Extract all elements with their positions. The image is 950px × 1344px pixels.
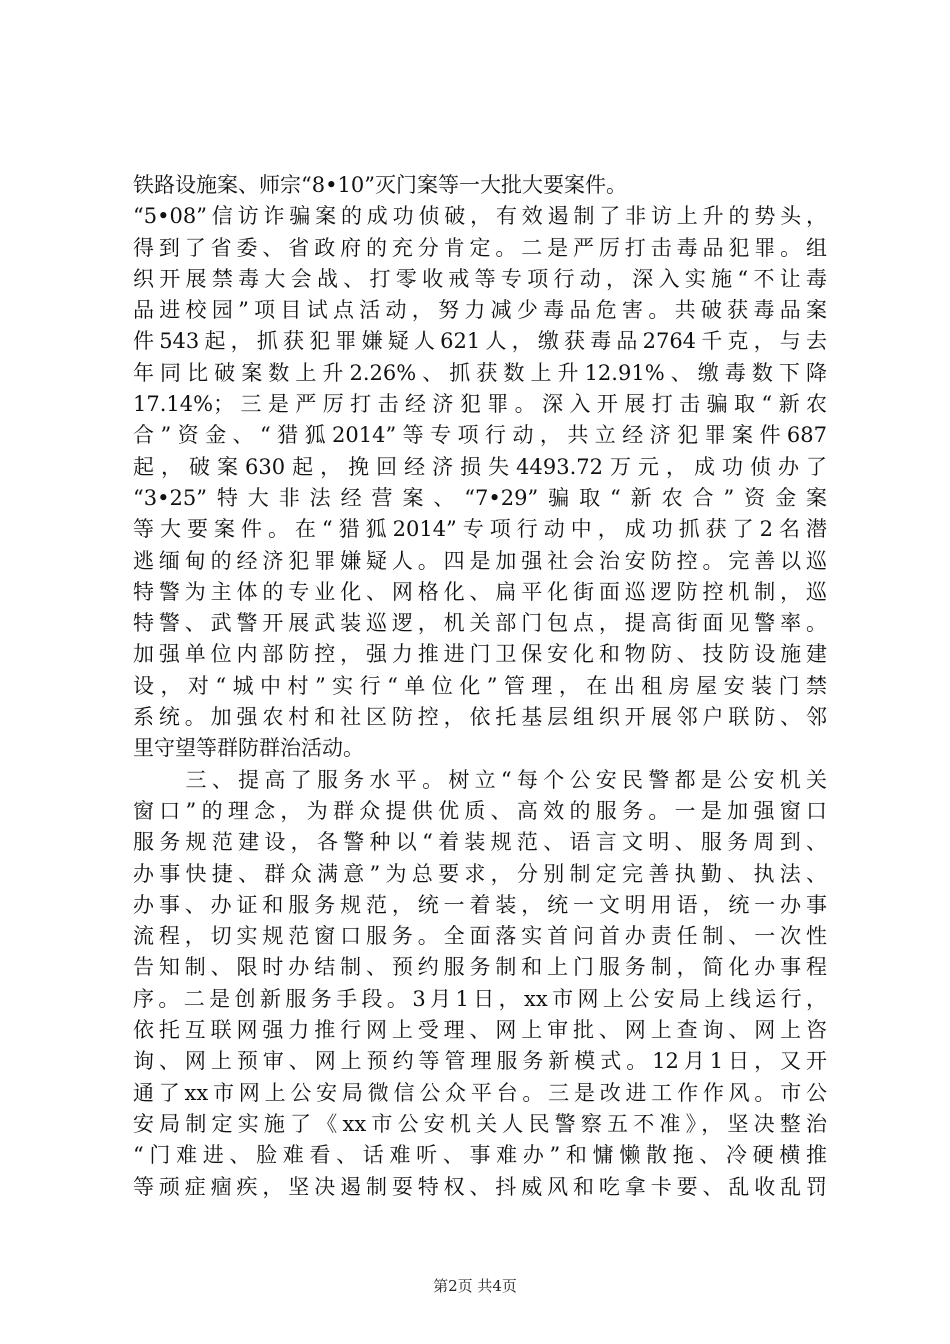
text-line: 特警、武警开展武装巡逻，机关部门包点，提高街面见警率。 bbox=[133, 611, 827, 636]
text-line: 序。二是创新服务手段。3月1日，xx市网上公安局上线运行， bbox=[133, 986, 827, 1011]
text-line: 三、提高了服务水平。树立“每个公安民警都是公安机关 bbox=[133, 767, 827, 792]
text-line: 等大要案件。在“猎狐2014”专项行动中，成功抓获了2名潜 bbox=[133, 517, 827, 542]
text-line: 服务规范建设，各警种以“着装规范、语言文明、服务周到、 bbox=[133, 830, 827, 855]
text-line: 窗口”的理念，为群众提供优质、高效的服务。一是加强窗口 bbox=[133, 798, 827, 823]
text-line: 办事、办证和服务规范，统一着装，统一文明用语，统一办事 bbox=[133, 892, 827, 917]
text-line: 办事快捷、群众满意”为总要求，分别制定完善执勤、执法、 bbox=[133, 861, 827, 886]
text-line: 件543起，抓获犯罪嫌疑人621人，缴获毒品2764千克，与去 bbox=[133, 329, 827, 354]
text-line: 安局制定实施了《xx市公安机关人民警察五不准》，坚决整治 bbox=[133, 1111, 827, 1136]
text-line: 品进校园”项目试点活动，努力减少毒品危害。共破获毒品案 bbox=[133, 298, 827, 323]
text-line: 年同比破案数上升2.26%、抓获数上升12.91%、缴毒数下降 bbox=[133, 360, 827, 385]
text-line: “3•25”特大非法经营案、“7•29”骗取“新农合”资金案 bbox=[133, 485, 827, 510]
text-line: 询、网上预审、网上预约等管理服务新模式。12月1日，又开 bbox=[133, 1049, 827, 1074]
text-line: 特警为主体的专业化、网格化、扁平化街面巡逻防控机制，巡 bbox=[133, 579, 827, 604]
text-line: 依托互联网强力推行网上受理、网上审批、网上查询、网上咨 bbox=[133, 1018, 827, 1043]
text-line: 合”资金、“猎狐2014”等专项行动，共立经济犯罪案件687 bbox=[133, 423, 827, 448]
page-footer: 第2页 共4页 bbox=[433, 1277, 517, 1295]
text-line: 织开展禁毒大会战、打零收戒等专项行动，深入实施“不让毒 bbox=[133, 266, 827, 291]
text-line: 流程，切实规范窗口服务。全面落实首问首办责任制、一次性 bbox=[133, 924, 827, 949]
text-line: 得到了省委、省政府的充分肯定。二是严厉打击毒品犯罪。组 bbox=[133, 235, 827, 260]
text-line: 加强单位内部防控，强力推进门卫保安化和物防、技防设施建 bbox=[133, 642, 827, 667]
text-line: 通了xx市网上公安局微信公众平台。三是改进工作作风。市公 bbox=[133, 1080, 827, 1105]
text-line: 告知制、限时办结制、预约服务制和上门服务制，简化办事程 bbox=[133, 955, 827, 980]
document-body bbox=[133, 170, 827, 1203]
text-line: 逃缅甸的经济犯罪嫌疑人。四是加强社会治安防控。完善以巡 bbox=[133, 548, 827, 573]
text-line: 等顽症痼疾，坚决遏制耍特权、抖威风和吃拿卡要、乱收乱罚 bbox=[133, 1174, 827, 1199]
text-line: 铁路设施案、师宗“8•10”灭门案等一大批大要案件。 bbox=[133, 173, 627, 197]
text-line: 17.14%；三是严厉打击经济犯罪。深入开展打击骗取“新农 bbox=[133, 392, 827, 417]
text-line: “5•08”信访诈骗案的成功侦破，有效遏制了非访上升的势头， bbox=[133, 204, 827, 229]
text-line: 里守望等群防群治活动。 bbox=[133, 736, 364, 761]
text-line: “门难进、脸难看、话难听、事难办”和慵懒散拖、冷硬横推 bbox=[133, 1143, 827, 1168]
text-line: 设，对“城中村”实行“单位化”管理，在出租房屋安装门禁 bbox=[133, 673, 827, 698]
text-line: 系统。加强农村和社区防控，依托基层组织开展邻户联防、邻 bbox=[133, 705, 827, 730]
text-line: 起，破案630起，挽回经济损失4493.72万元，成功侦办了 bbox=[133, 454, 827, 479]
